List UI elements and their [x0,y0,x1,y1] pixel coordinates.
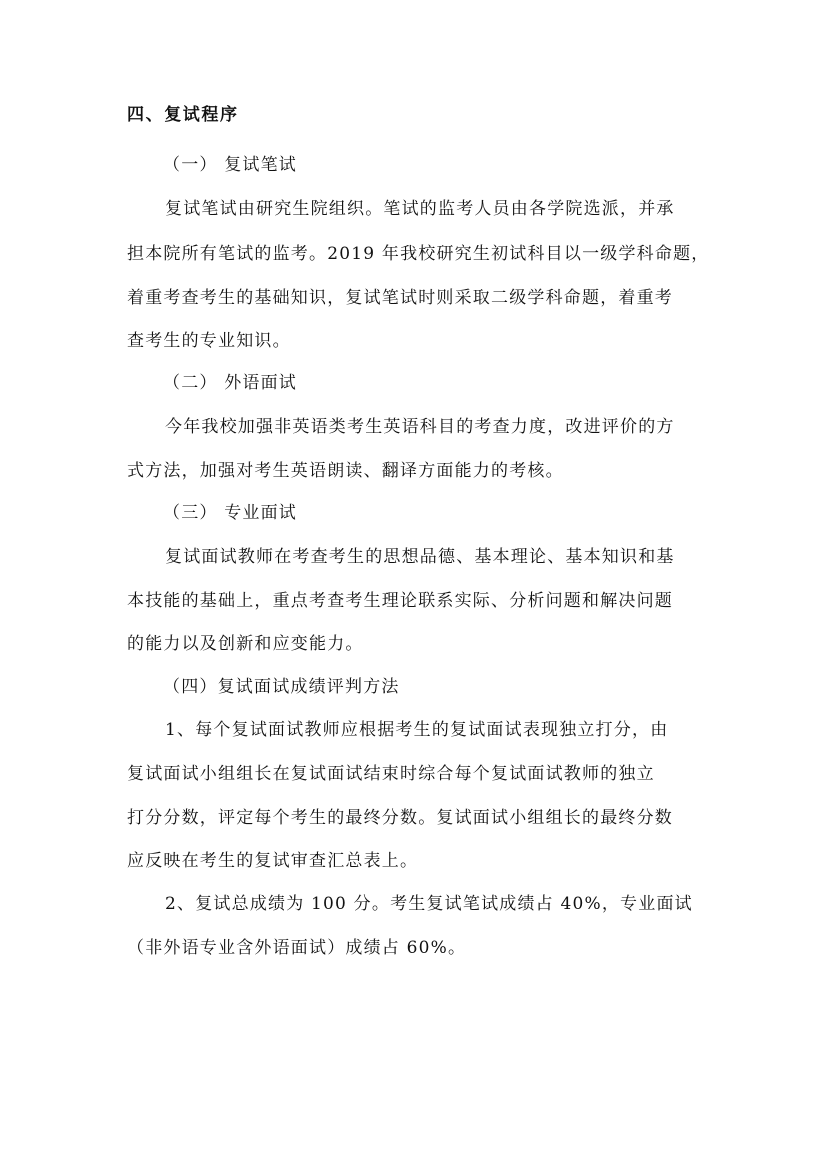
paragraph-line: 本技能的基础上，重点考查考生理论联系实际、分析问题和解决问题 [127,591,673,611]
paragraph-line: 着重考查考生的基础知识，复试笔试时则采取二级学科命题，着重考 [127,288,673,308]
subsection-heading-written-exam: （一） 复试笔试 [163,155,298,175]
paragraph-line: 1、每个复试面试教师应根据考生的复试面试表现独立打分，由 [165,720,669,740]
paragraph-line: 应反映在考生的复试审查汇总表上。 [127,851,419,871]
subsection-heading-professional-interview: （三） 专业面试 [163,503,298,523]
section-title: 四、复试程序 [127,105,239,125]
paragraph-line: 查考生的专业知识。 [127,331,291,351]
paragraph-line: 式方法，加强对考生英语朗读、翻译方面能力的考核。 [127,461,564,481]
paragraph-line: 的能力以及创新和应变能力。 [127,634,364,654]
paragraph-line: （非外语专业含外语面试）成绩占 60%。 [127,938,467,958]
paragraph-line: 复试面试小组组长在复试面试结束时综合每个复试面试教师的独立 [127,764,655,784]
paragraph-line: 2、复试总成绩为 100 分。考生复试笔试成绩占 40%，专业面试 [165,894,693,914]
paragraph-line: 复试面试教师在考查考生的思想品德、基本理论、基本知识和基 [165,547,675,567]
subsection-heading-scoring-method: （四）复试面试成绩评判方法 [163,677,400,697]
paragraph-line: 今年我校加强非英语类考生英语科目的考查力度，改进评价的方 [165,417,675,437]
paragraph-line: 复试笔试由研究生院组织。笔试的监考人员由各学院选派，并承 [165,199,675,219]
paragraph-line: 打分分数，评定每个考生的最终分数。复试面试小组组长的最终分数 [127,808,673,828]
paragraph-line: 担本院所有笔试的监考。2019 年我校研究生初试科目以一级学科命题， [127,244,710,264]
subsection-heading-language-interview: （二） 外语面试 [163,373,298,393]
